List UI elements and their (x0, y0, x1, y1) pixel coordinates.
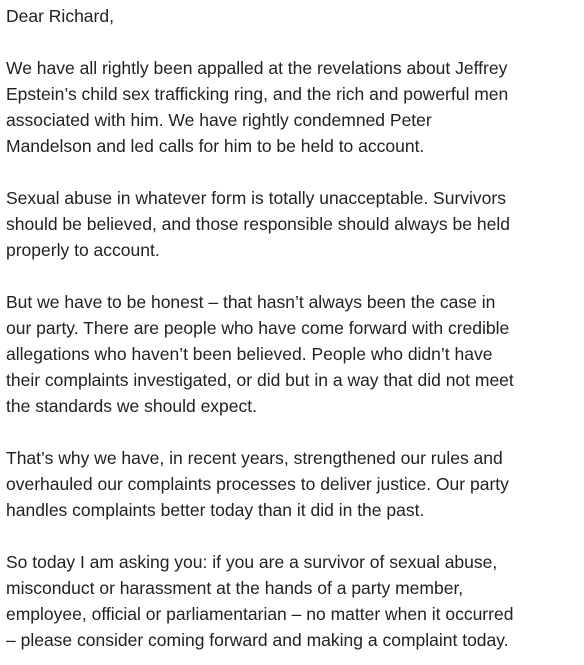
paragraph-line: our party. There are people who have come forward with credible (6, 318, 510, 338)
paragraph-line: employee, official or parliamentarian – no matter when it occurred (6, 604, 514, 624)
salutation: Dear Richard, (6, 6, 114, 26)
paragraph-line: properly to account. (6, 240, 160, 260)
paragraph-line: overhauled our complaints processes to deliver justice. Our party (6, 474, 509, 494)
paragraph-line: misconduct or harassment at the hands of a party member, (6, 578, 464, 598)
paragraph-line: But we have to be honest – that hasn’t always been the case in (6, 292, 496, 312)
paragraph-line: allegations who haven’t been believed. People who didn’t have (6, 344, 493, 364)
paragraph-abuse-unacceptable (6, 185, 582, 263)
letter-body (6, 3, 582, 653)
paragraph-line: associated with him. We have rightly condemned Peter (6, 110, 432, 130)
paragraph-line: handles complaints better today than it did in the past. (6, 500, 425, 520)
paragraph-line: Mandelson and led calls for him to be held to account. (6, 136, 425, 156)
paragraph-epstein-revelations (6, 55, 582, 159)
paragraph-line: We have all rightly been appalled at the revelations about Jeffrey (6, 58, 508, 78)
paragraph-line: That’s why we have, in recent years, strengthened our rules and (6, 448, 503, 468)
paragraph-line: Sexual abuse in whatever form is totally unacceptable. Survivors (6, 188, 506, 208)
paragraph-line: should be believed, and those responsible should always be held (6, 214, 510, 234)
paragraph-line: So today I am asking you: if you are a survivor of sexual abuse, (6, 552, 498, 572)
paragraph-line: Epstein’s child sex trafficking ring, and the rich and powerful men (6, 84, 509, 104)
paragraph-line: the standards we should expect. (6, 396, 257, 416)
paragraph-be-honest (6, 289, 582, 419)
paragraph-line: their complaints investigated, or did but in a way that did not meet (6, 370, 514, 390)
paragraph-strengthened-rules (6, 445, 582, 523)
paragraph-line: – please consider coming forward and making a complaint today. (6, 630, 509, 650)
paragraph-call-to-action (6, 549, 582, 653)
